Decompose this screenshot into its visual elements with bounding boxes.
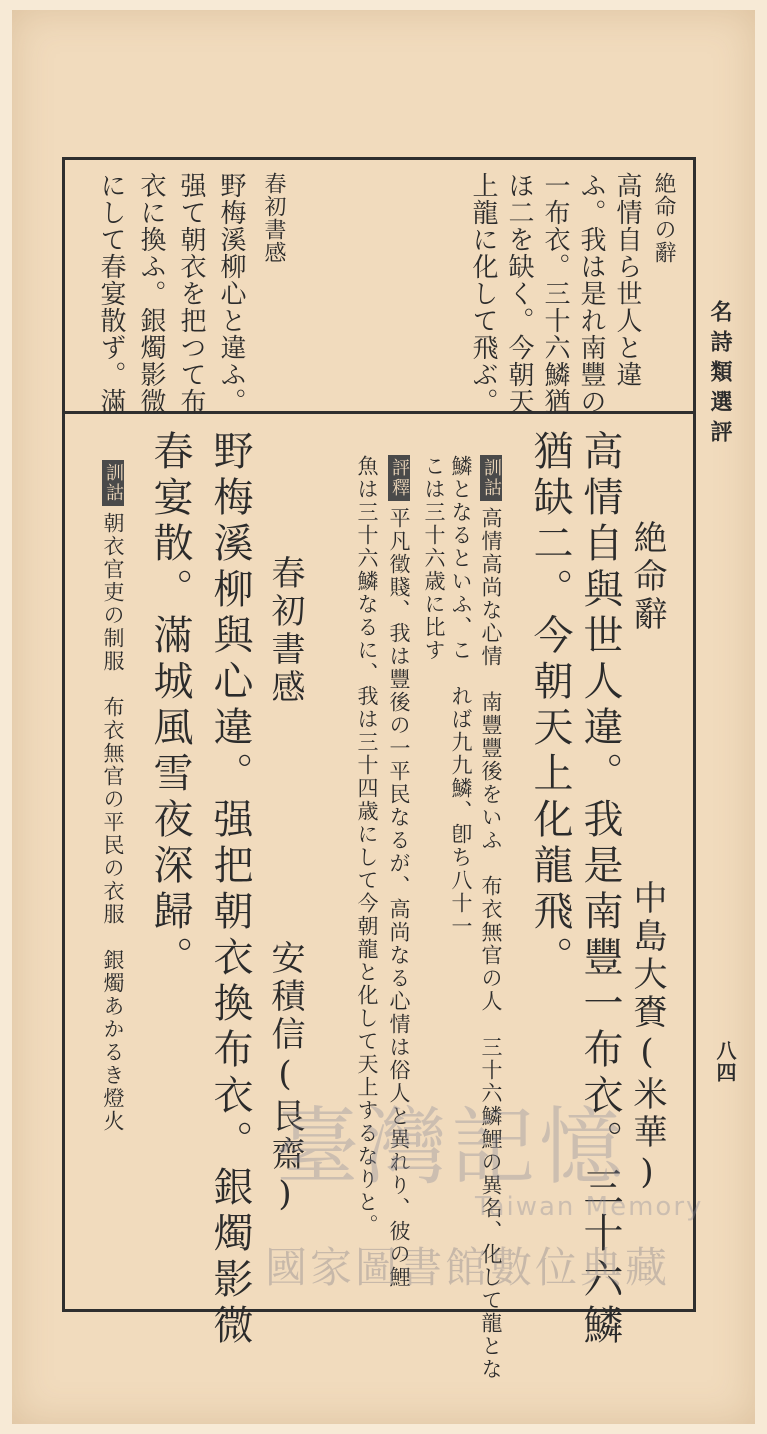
- gloss-text: 朝衣官吏の制服 布衣無官の平民の衣服 銀燭あかるき燈火: [101, 512, 125, 1133]
- upper-column: 衣に換ふ。銀燭影微: [136, 172, 166, 415]
- upper-column: 强て朝衣を把つて布: [176, 172, 206, 415]
- page-number: 八四: [713, 1040, 737, 1084]
- poem1-line: 猶缺二。今朝天上化龍飛。: [527, 430, 573, 982]
- commentary-tag: 評釋: [388, 455, 410, 501]
- gloss-tag: 訓詁: [480, 455, 502, 501]
- poem2-line: 野梅溪柳與心違。强把朝衣換布衣。銀燭影微: [207, 430, 253, 1350]
- watermark-english: Taiwan Memory: [475, 1192, 704, 1222]
- poem2-author: 安積信(艮齋): [265, 940, 305, 1218]
- gloss-text: 鱗となるといふ、こ れば九九鱗、卽ち八十一: [449, 455, 473, 938]
- upper-column: 春初書感: [261, 172, 286, 264]
- book-title: 名詩類選評: [707, 300, 733, 450]
- commentary-block: [388, 455, 410, 1289]
- poem2-title: 春初書感: [265, 555, 305, 707]
- upper-column: 一布衣。三十六鱗猶: [540, 172, 570, 415]
- poem1-title: 絶命辭: [627, 520, 667, 634]
- poem1-author: 中島大賚(米華): [627, 880, 667, 1196]
- upper-column: ほ二を缺く。今朝天: [504, 172, 534, 415]
- poem2-line: 春宴散。滿城風雪夜深歸。: [147, 430, 193, 982]
- gloss-tag: 訓詁: [102, 460, 124, 506]
- upper-column: 高情自ら世人と違: [612, 172, 642, 388]
- upper-column: にして春宴散ず。滿: [96, 172, 126, 415]
- upper-column: 上龍に化して飛ぶ。: [468, 172, 498, 415]
- upper-column: 野梅溪柳心と違ふ。: [216, 172, 246, 415]
- watermark-logo-text: 臺灣記憶: [275, 1098, 628, 1196]
- poem1-line: 高情自與世人違。我是南豐一布衣。三十六鱗: [577, 430, 623, 1350]
- commentary-text: 平凡徵賤、我は豐後の一平民なるが、高尚なる心情は俗人と異れり、彼の鯉: [387, 507, 411, 1289]
- gloss-block: [102, 460, 124, 1133]
- gloss-text: 高情高尚な心情 南豐豐後をいふ 布衣無官の人 三十六鱗鯉の異名、化して龍とな: [479, 507, 503, 1381]
- gloss-block: [480, 455, 502, 1381]
- watermark-institution: 國家圖書館數位典藏: [265, 1243, 671, 1292]
- upper-column: 絶命の辭: [651, 172, 676, 264]
- commentary-text: 魚は三十六鱗なるに、我は三十四歳にして今朝龍と化して天上するなりと。: [355, 455, 379, 1237]
- gloss-text: こは三十六歳に比す: [422, 455, 446, 662]
- upper-column: ふ。我は是れ南豐の: [576, 172, 606, 415]
